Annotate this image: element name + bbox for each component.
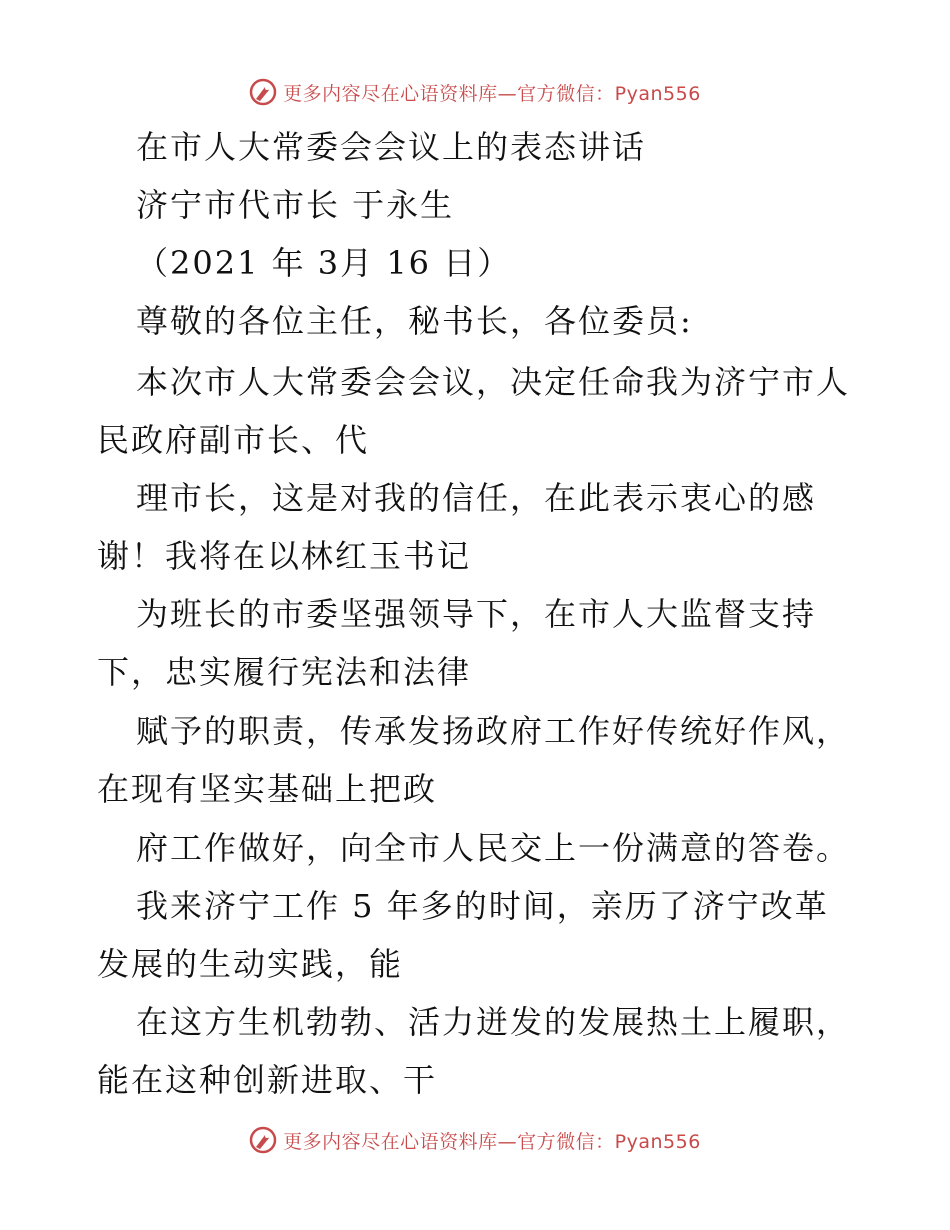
body-line: 在现有坚实基础上把政 (97, 770, 438, 808)
body-line: 发展的生动实践，能 (97, 945, 404, 983)
body-line: 赋予的职责，传承发扬政府工作好传统好作风， (136, 712, 851, 750)
body-line: 理市长，这是对我的信任，在此表示衷心的感 (136, 479, 817, 517)
pen-nib-logo-icon (249, 1126, 277, 1154)
body-line: 府工作做好，向全市人民交上一份满意的答卷。 (136, 829, 851, 867)
watermark-text: 更多内容尽在心语资料库—官方微信：Pyan556 (283, 1130, 701, 1153)
body-line: 本次市人大常委会会议，决定任命我为济宁市人 (136, 363, 851, 401)
document-salutation: 尊敬的各位主任，秘书长，各位委员: (136, 302, 693, 340)
body-line: 下，忠实履行宪法和法律 (97, 653, 472, 691)
body-line: 我来济宁工作 5 年多的时间，亲历了济宁改革 (136, 887, 829, 925)
body-line: 民政府副市长、代 (97, 421, 370, 459)
watermark-text: 更多内容尽在心语资料库—官方微信：Pyan556 (283, 82, 701, 105)
document-title: 在市人大常委会会议上的表态讲话 (136, 128, 647, 166)
body-line: 谢！我将在以林红玉书记 (97, 537, 472, 575)
body-line: 为班长的市委坚强领导下，在市人大监督支持 (136, 595, 817, 633)
document-author: 济宁市代市长 于永生 (136, 186, 455, 224)
footer-watermark (0, 1120, 950, 1160)
document-date: （2021 年 3月 16 日） (136, 244, 512, 282)
body-line: 在这方生机勃勃、活力迸发的发展热土上履职， (136, 1003, 851, 1041)
body-line: 能在这种创新进取、干 (97, 1061, 438, 1099)
